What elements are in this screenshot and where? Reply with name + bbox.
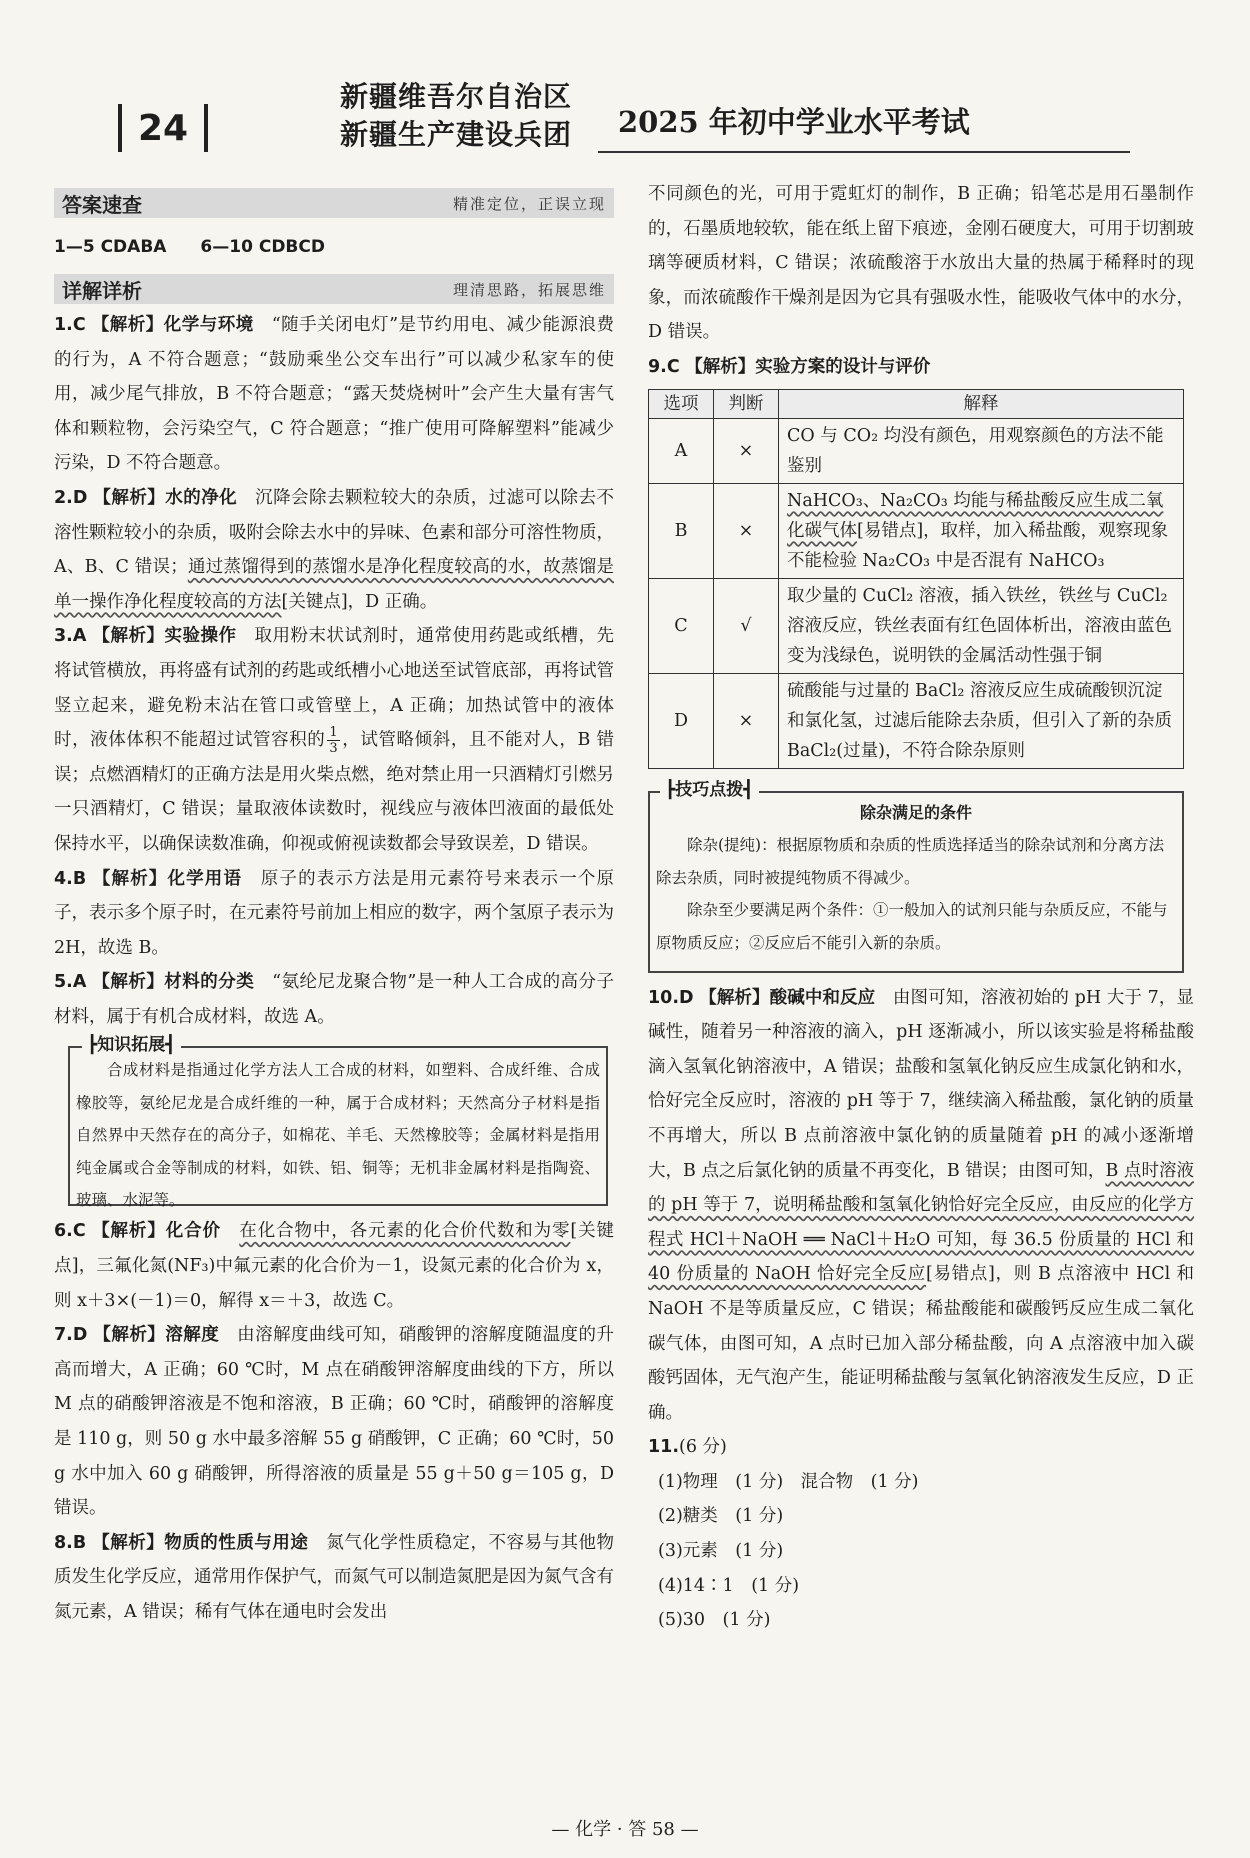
- tip-box-wrap: [648, 779, 1194, 975]
- tip-box-subtitle: 除杂满足的条件: [859, 802, 972, 822]
- fraction-one-third: $\frac{1}{3}$: [329, 725, 338, 757]
- list-item: (2)糖类 (1 分): [658, 1506, 784, 1527]
- page-number-badge: 24: [118, 104, 208, 152]
- region-title: 新疆维吾尔自治区 新疆生产建设兵团: [340, 80, 573, 151]
- right-answers-lower: [648, 981, 1194, 1638]
- table-row: D × 硫酸能与过量的 BaCl₂ 溶液反应生成硫酸钡沉淀和氯化氢，过滤后能除去杂质，但引入了新的杂质 BaCl₂(过量)，不符合除杂原则: [649, 673, 1184, 768]
- knowledge-box-wrap: [54, 1034, 614, 1214]
- list-item: (3)元素 (1 分): [658, 1541, 784, 1562]
- tip-box-paragraph: 除杂至少要满足两个条件：①一般加入的试剂只能与杂质反应，不能与原物质反应；②反应后不能引入新的杂质。: [656, 901, 1168, 952]
- table-header-row: 选项 判断 解释: [649, 389, 1184, 418]
- answer-q2: 2.D 【解析】水的净化 沉降会除去颗粒较大的杂质，过滤可以除去不溶性颗粒较小的杂质，吸附会除去水中的异味、色素和部分可溶性物质，A、B、C 错误；通过蒸馏得到的蒸馏水是净化程度较高的水，故蒸馏是单一操作净化程度较高的方法[关键点]，D 正确。: [54, 487, 615, 612]
- knowledge-box-title: ┣知识拓展┫: [82, 1034, 181, 1056]
- q11-items: [648, 1465, 1194, 1638]
- knowledge-box: 合成材料是指通过化学方法人工合成的材料，如塑料、合成纤维、合成橡胶等，氨纶尼龙是合成纤维的一种，属于合成材料；天然高分子材料是指自然界中天然存在的高分子，如棉花、羊毛、天然橡胶等；金属材料是指用纯金属或合金等制成的材料，如铁、铝、铜等；无机非金属材料是指陶瓷、玻璃、水泥等。: [68, 1046, 608, 1206]
- left-answers: [54, 308, 614, 1630]
- page-footer: — 化学 · 答 58 —: [551, 1819, 699, 1840]
- answer-q3: 3.A 【解析】实验操作 取用粉末状试剂时，通常使用药匙或纸槽，先将试管横放，再将盛有试剂的药匙或纸槽小心地送至试管底部，再将试管竖立起来，避免粉末沾在管口或管壁上，A 正确；加热试管中的液体时，液体体积不能超过试管容积的 $\frac{1}{3}$ ，试管略倾斜，且不能对人，B 错误；点燃酒精灯的正确方法是用火柴点燃，绝对禁止用一只酒精灯引燃另一只酒精灯，C 错误；量取液体读数时，视线应与液体凹液面的最低处保持水平，以确保读数准确，仰视或俯视读数都会导致误差，D 错误。: [54, 626, 615, 854]
- answer-q10: 10.D 【解析】酸碱中和反应 由图可知，溶液初始的 pH 大于 7，显碱性，随着另一种溶液的滴入，pH 逐渐减小，所以该实验是将稀盐酸滴入氢氧化钠溶液中，A 错误；盐酸和氢氧化钠反应生成氯化钠和水，恰好完全反应时，溶液的 pH 等于 7，继续滴入稀盐酸，氯化钠的质量不再增大，所以 B 点前溶液中氯化钠的质量随着 pH 的减小逐渐增大，B 点之后氯化钠的质量不再变化，B 错误；由图可知，B 点时溶液的 pH 等于 7，说明稀盐酸和氢氧化钠恰好完全反应，由反应的化学方程式 HCl＋NaOH ══ NaCl＋H₂O 可知，每 36.5 份质量的 HCl 和 40 份质量的 NaOH 恰好完全反应[易错点]，则 B 点溶液中 HCl 和 NaOH 不是等质量反应，C 错误；稀盐酸能和碳酸钙反应生成二氧化碳气体，由图可知，A 点时已加入部分稀盐酸，向 A 点溶液中加入碳酸钙固体，无气泡产生，能证明稀盐酸与氢氧化钠溶液发生反应，D 正确。: [648, 987, 1195, 1423]
- list-item: (1)物理 (1 分) 混合物 (1 分): [658, 1471, 919, 1492]
- answer-q8-continued: 不同颜色的光，可用于霓虹灯的制作，B 正确；铅笔芯是用石墨制作的，石墨质地较软，能在纸上留下痕迹，金刚石硬度大，可用于切割玻璃等硬质材料，C 错误；浓硫酸溶于水放出大量的热属于稀释时的现象，而浓硫酸作干燥剂是因为它具有强吸水性，能吸收气体中的水分，D 错误。: [648, 184, 1194, 343]
- tip-box: [648, 791, 1184, 973]
- left-column: [54, 188, 614, 1630]
- table-row: C √ 取少量的 CuCl₂ 溶液，插入铁丝，铁丝与 CuCl₂ 溶液反应，铁丝表面有红色固体析出，溶液由蓝色变为浅绿色，说明铁的金属活动性强于铜: [649, 578, 1184, 673]
- quick-answers-line: 1—5 CDABA 6—10 CDBCD: [54, 237, 325, 257]
- right-column: [648, 177, 1194, 1638]
- answer-q11: 11.(6 分): [648, 1437, 727, 1458]
- answer-q6: 6.C 【解析】化合价 在化合物中，各元素的化合价代数和为零[关键点]，三氟化氮(NF₃)中氟元素的化合价为－1，设氮元素的化合价为 x，则 x＋3×(－1)＝0，解得 x＝＋3，故选 C。: [54, 1221, 615, 1311]
- answer-q8: 8.B 【解析】物质的性质与用途 氮气化学性质稳定，不容易与其他物质发生化学反应，通常用作保护气，而氮气可以制造氮肥是因为氮气含有氮元素，A 错误；稀有气体在通电时会发出: [54, 1532, 615, 1622]
- answer-q4: 4.B 【解析】化学用语 原子的表示方法是用元素符号来表示一个原子，表示多个原子时，在元素符号前加上相应的数字，两个氢原子表示为 2H，故选 B。: [54, 868, 614, 958]
- answer-q9: 9.C 【解析】实验方案的设计与评价: [648, 356, 931, 377]
- header-rule: [598, 151, 1130, 153]
- tip-box-title: ┣技巧点拨┫: [660, 779, 759, 801]
- answer-q5: 5.A 【解析】材料的分类 “氨纶尼龙聚合物”是一种人工合成的高分子材料，属于有机合成材料，故选 A。: [54, 972, 615, 1027]
- table-row: B × NaHCO₃、Na₂CO₃ 均能与稀盐酸反应生成二氧化碳气体[易错点]，取样，加入稀盐酸，观察现象不能检验 Na₂CO₃ 中是否混有 NaHCO₃: [649, 483, 1184, 578]
- tip-box-paragraph: 除杂(提纯)：根据原物质和杂质的性质选择适当的除杂试剂和分离方法除去杂质，同时被提纯物质不得减少。: [656, 836, 1165, 887]
- analysis-bar: 详解详析 理清思路，拓展思维: [54, 274, 614, 304]
- exam-title: 2025 年初中学业水平考试: [618, 105, 970, 139]
- table-row: A × CO 与 CO₂ 均没有颜色，用观察颜色的方法不能鉴别: [649, 418, 1184, 483]
- list-item: (4)14∶1 (1 分): [658, 1575, 800, 1596]
- answer-q7: 7.D 【解析】溶解度 由溶解度曲线可知，硝酸钾的溶解度随温度的升高而增大，A 正确；60 ℃时，M 点在硝酸钾溶解度曲线的下方，所以 M 点的硝酸钾溶液是不饱和溶液，B 正确；60 ℃时，硝酸钾的溶解度是 110 g，则 50 g 水中最多溶解 55 g 硝酸钾，C 正确；60 ℃时，50 g 水中加入 60 g 硝酸钾，所得溶液的质量是 55 g＋50 g＝105 g，D 错误。: [54, 1325, 614, 1519]
- answer-q1: 1.C 【解析】化学与环境 “随手关闭电灯”是节约用电、减少能源浪费的行为，A 不符合题意；“鼓励乘坐公交车出行”可以减少私家车的使用，减少尾气排放，B 不符合题意；“露天焚烧树叶”会产生大量有害气体和颗粒物，会污染空气，C 符合题意；“推广使用可降解塑料”能减少污染，D 不符合题意。: [54, 315, 614, 474]
- right-answers: [648, 177, 1194, 385]
- list-item: (5)30 (1 分): [658, 1610, 771, 1631]
- q9-solution-table: [648, 389, 1184, 769]
- quick-answers-bar: 答案速查 精准定位，正误立现: [54, 188, 614, 218]
